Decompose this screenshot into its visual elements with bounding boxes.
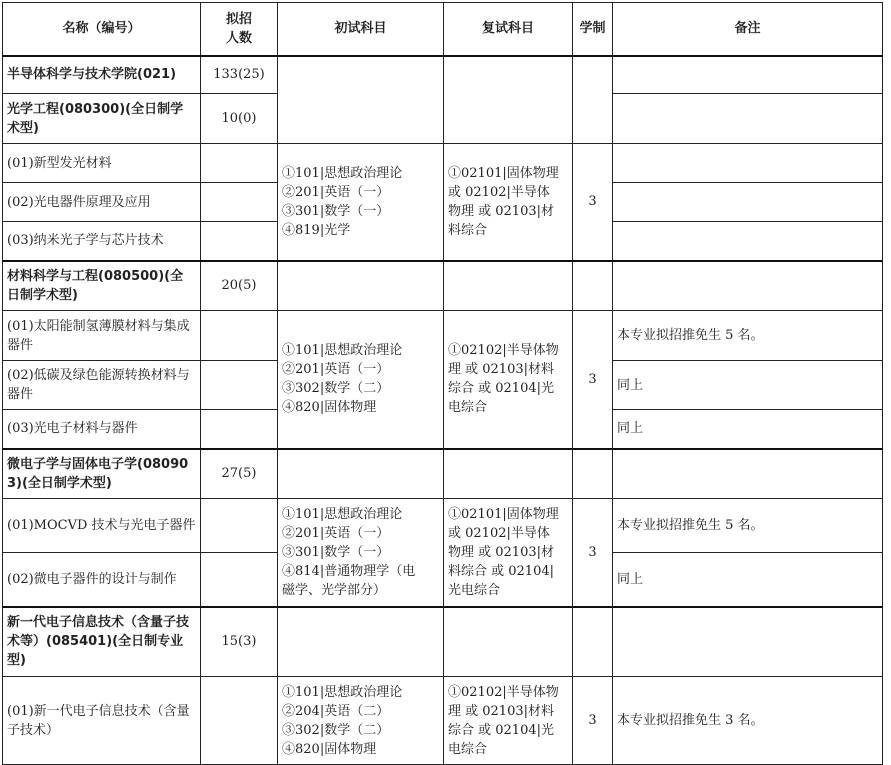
major-quota: 27(5)	[201, 449, 278, 499]
major-quota: 10(0)	[201, 94, 278, 144]
major-name: 材料科学与工程(080500)(全日制学术型)	[3, 261, 201, 311]
direction-name: (02)光电器件原理及应用	[3, 183, 201, 222]
retest-subjects: ①02101|固体物理 或 02102|半导体 物理 或 02103|材 料综合 或 02104| 光电综合	[444, 499, 573, 607]
study-years: 3	[573, 677, 613, 765]
empty-cell	[201, 499, 278, 553]
first-exam-subjects: ①101|思想政治理论 ②204|英语（二） ③302|数学（二） ④820|固体物理	[278, 677, 444, 765]
table-row	[3, 144, 883, 183]
empty-cell	[201, 677, 278, 765]
major-quota: 20(5)	[201, 261, 278, 311]
empty-cell	[201, 361, 278, 410]
first-exam-subjects: ①101|思想政治理论 ②201|英语（一） ③301|数学（一） ④819|光学	[278, 144, 444, 261]
remark-text: 同上	[613, 410, 883, 449]
table-row	[3, 311, 883, 361]
direction-name: (01)太阳能制氢薄膜材料与集成器件	[3, 311, 201, 361]
header-remarks: 备注	[613, 3, 883, 56]
major-name: 新一代电子信息技术（含量子技术等）(085401)(全日制专业型)	[3, 607, 201, 677]
empty-cell	[613, 94, 883, 144]
empty-cell	[613, 183, 883, 222]
empty-cell	[444, 261, 573, 311]
school-name: 半导体科学与技术学院(021)	[3, 56, 201, 94]
empty-cell	[444, 607, 573, 677]
empty-cell	[573, 449, 613, 499]
empty-cell	[613, 144, 883, 183]
admissions-table	[2, 2, 883, 765]
header-row	[3, 3, 883, 56]
first-exam-subjects: ①101|思想政治理论 ②201|英语（一） ③301|数学（一） ④814|普通物理学（电 磁学、光学部分）	[278, 499, 444, 607]
empty-cell	[613, 607, 883, 677]
table-row	[3, 499, 883, 553]
header-retest: 复试科目	[444, 3, 573, 56]
retest-subjects: ①02101|固体物理 或 02102|半导体 物理 或 02103|材 料综合	[444, 144, 573, 261]
direction-name: (02)微电子器件的设计与制作	[3, 553, 201, 607]
empty-cell	[278, 56, 444, 144]
header-first-exam: 初试科目	[278, 3, 444, 56]
empty-cell	[201, 410, 278, 449]
table-row	[3, 56, 883, 94]
empty-cell	[573, 261, 613, 311]
study-years: 3	[573, 499, 613, 607]
major-name: 光学工程(080300)(全日制学术型)	[3, 94, 201, 144]
first-exam-subjects: ①101|思想政治理论 ②201|英语（一） ③302|数学（二） ④820|固体物理	[278, 311, 444, 449]
empty-cell	[278, 607, 444, 677]
remark-text: 同上	[613, 361, 883, 410]
header-quota: 拟招 人数	[201, 3, 278, 56]
empty-cell	[201, 222, 278, 261]
empty-cell	[201, 553, 278, 607]
table-row	[3, 449, 883, 499]
empty-cell	[278, 261, 444, 311]
direction-name: (02)低碳及绿色能源转换材料与器件	[3, 361, 201, 410]
empty-cell	[613, 222, 883, 261]
remark-text: 本专业拟招推免生 5 名。	[613, 499, 883, 553]
empty-cell	[573, 56, 613, 144]
table-row	[3, 607, 883, 677]
empty-cell	[278, 449, 444, 499]
direction-name: (03)纳米光子学与芯片技术	[3, 222, 201, 261]
empty-cell	[201, 311, 278, 361]
remark-text: 同上	[613, 553, 883, 607]
study-years: 3	[573, 311, 613, 449]
retest-subjects: ①02102|半导体物 理 或 02103|材料 综合 或 02104|光 电综合	[444, 311, 573, 449]
empty-cell	[201, 144, 278, 183]
header-name: 名称（编号）	[3, 3, 201, 56]
retest-subjects: ①02102|半导体物 理 或 02103|材料 综合 或 02104|光 电综合	[444, 677, 573, 765]
direction-name: (01)新一代电子信息技术（含量子技术）	[3, 677, 201, 765]
header-years: 学制	[573, 3, 613, 56]
empty-cell	[444, 56, 573, 144]
remark-text: 本专业拟招推免生 5 名。	[613, 311, 883, 361]
direction-name: (03)光电子材料与器件	[3, 410, 201, 449]
empty-cell	[613, 261, 883, 311]
empty-cell	[444, 449, 573, 499]
empty-cell	[573, 607, 613, 677]
remark-text: 本专业拟招推免生 3 名。	[613, 677, 883, 765]
direction-name: (01)新型发光材料	[3, 144, 201, 183]
empty-cell	[613, 449, 883, 499]
study-years: 3	[573, 144, 613, 261]
major-quota: 15(3)	[201, 607, 278, 677]
table-row	[3, 677, 883, 765]
major-name: 微电子学与固体电子学(080903)(全日制学术型)	[3, 449, 201, 499]
school-quota: 133(25)	[201, 56, 278, 94]
empty-cell	[613, 56, 883, 94]
empty-cell	[201, 183, 278, 222]
direction-name: (01)MOCVD 技术与光电子器件	[3, 499, 201, 553]
table-row	[3, 261, 883, 311]
